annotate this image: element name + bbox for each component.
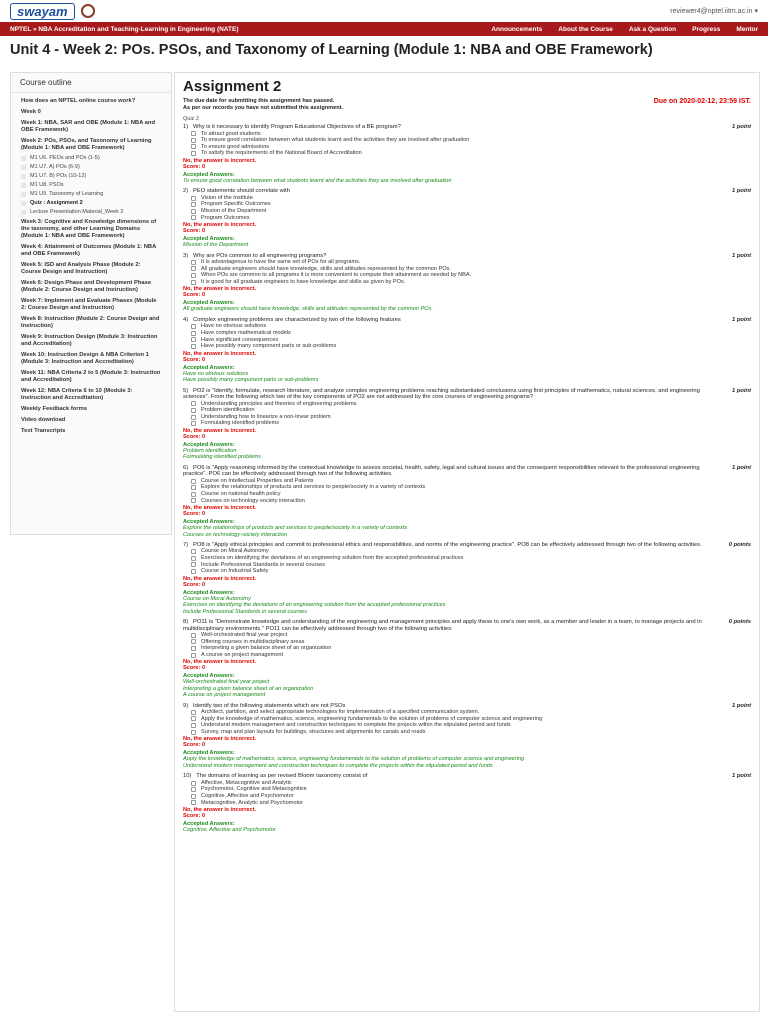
accepted-answer: Well-orchestrated final year project — [183, 679, 270, 686]
answer-option[interactable] — [183, 208, 751, 215]
option-checkbox[interactable] — [191, 653, 196, 658]
question-header — [183, 388, 751, 401]
nav-about-course[interactable]: About the Course — [558, 25, 613, 33]
answer-option[interactable] — [183, 478, 751, 485]
course-breadcrumb[interactable]: NPTEL » NBA Accreditation and Teaching-Learning in Engineering (NATE) — [10, 25, 239, 33]
option-checkbox[interactable] — [191, 710, 196, 715]
option-label: Have complex mathematical models — [201, 329, 291, 336]
option-label: When POs are common to all programs it is more convenient to compute their attainment as needed by NBA. — [201, 272, 472, 279]
option-label: Cognitive, Affective and Psychomotor — [201, 792, 294, 799]
question-prompt: Identify two of the following statements which are not PSOs — [193, 702, 346, 709]
option-checkbox[interactable] — [191, 202, 196, 207]
question-block — [183, 388, 751, 461]
question-points: 0 points — [728, 541, 751, 548]
incorrect-feedback: No, the answer is incorrect. — [183, 575, 257, 582]
accepted-answers-label: Accepted Answers: — [183, 364, 235, 371]
incorrect-feedback: No, the answer is incorrect. — [183, 350, 257, 357]
sidebar-item[interactable]: Text Transcripts — [21, 428, 66, 434]
answer-option[interactable] — [183, 729, 751, 736]
question-number: 9) — [183, 702, 189, 709]
question-number: 5) — [183, 387, 189, 394]
score-text: Score: 0 — [183, 433, 206, 440]
sidebar-item[interactable]: Week 0 — [21, 109, 41, 115]
score-text: Score: 0 — [183, 228, 206, 235]
option-label: Program Outcomes — [201, 214, 250, 221]
answer-option[interactable] — [183, 215, 751, 222]
score-text: Score: 0 — [183, 292, 206, 299]
option-checkbox[interactable] — [191, 401, 196, 406]
accepted-answer: Have no obvious solutions — [183, 370, 249, 377]
nav-ask-question[interactable]: Ask a Question — [628, 25, 677, 33]
option-checkbox[interactable] — [191, 421, 196, 426]
accepted-answer: Courses on technology-society interaction — [183, 531, 287, 538]
question-block — [183, 542, 751, 615]
option-checkbox[interactable] — [191, 131, 196, 136]
sidebar-item[interactable]: Week 2: POs, PSOs, and Taxonomy of Learning (Module 1: NBA and OBE Framework) — [21, 138, 152, 151]
accepted-answer: Cognitive, Affective and Psychomotor — [183, 827, 276, 834]
sidebar-item[interactable]: Week 9: Instruction Design (Module 3: Instruction and Accreditation) — [21, 334, 158, 347]
answer-option[interactable] — [183, 337, 751, 344]
option-label: Program Specific Outcomes — [201, 201, 271, 208]
sidebar-item[interactable]: Week 11: NBA Criteria 2 to 5 (Module 3: Instruction and Accreditation) — [21, 370, 161, 383]
option-checkbox[interactable] — [191, 794, 196, 799]
option-label: It is good for all graduate engineers to have knowledge and skills as given by POs. — [201, 278, 406, 285]
accepted-answer: To ensure good correlation between what students learnt and the activities they are involved after graduation — [183, 177, 452, 184]
answer-option[interactable] — [183, 800, 751, 807]
option-checkbox[interactable] — [191, 549, 196, 554]
score-text: Score: 0 — [183, 511, 206, 518]
answer-option[interactable] — [183, 786, 751, 793]
accepted-answers-label: Accepted Answers: — [183, 519, 235, 526]
option-label: Well-orchestrated final year project — [201, 632, 288, 638]
accepted-answers-label: Accepted Answers: — [183, 673, 235, 680]
answer-option[interactable] — [183, 722, 751, 729]
question-header — [183, 188, 751, 195]
question-points: 1 point — [732, 124, 751, 130]
score-text: Score: 0 — [183, 163, 206, 170]
option-checkbox[interactable] — [191, 646, 196, 651]
option-label: Mission of the Department — [201, 207, 267, 214]
answer-option[interactable] — [183, 555, 751, 562]
question-points: 1 point — [732, 464, 751, 471]
question-prompt: PEO statements should correlate with — [193, 188, 290, 195]
option-checkbox[interactable] — [191, 196, 196, 201]
answer-option[interactable] — [183, 562, 751, 569]
answer-option[interactable] — [183, 414, 751, 421]
option-checkbox[interactable] — [191, 337, 196, 342]
option-label: To attract good students — [201, 130, 261, 137]
score-text: Score: 0 — [183, 665, 206, 672]
accepted-answers-label: Accepted Answers: — [183, 821, 235, 828]
question-block — [183, 188, 751, 248]
accepted-answer: A course on project management — [183, 692, 266, 699]
sidebar-item[interactable]: Quiz : Assignment 2 — [11, 199, 171, 208]
answer-option[interactable] — [183, 639, 751, 646]
question-block — [183, 317, 751, 384]
course-outline-heading: Course outline — [11, 76, 171, 93]
course-outline-sidebar — [10, 72, 172, 535]
option-checkbox[interactable] — [191, 209, 196, 214]
page-title: Unit 4 - Week 2: POs. PSOs, and Taxonomy of Learning (Module 1: NBA and OBE Framework) — [10, 42, 653, 58]
option-label: Offering courses in multidisciplinary areas — [201, 638, 305, 645]
option-label: Formulating identified problems — [201, 420, 280, 427]
option-checkbox[interactable] — [191, 324, 196, 329]
option-checkbox[interactable] — [191, 781, 196, 786]
answer-option[interactable] — [183, 491, 751, 498]
accepted-answers-label: Accepted Answers: — [183, 236, 235, 243]
sidebar-item[interactable]: Week 8: Instruction (Module 2: Course Design and Instruction) — [21, 316, 160, 329]
incorrect-feedback: No, the answer is incorrect. — [183, 222, 257, 229]
incorrect-feedback: No, the answer is incorrect. — [183, 659, 257, 666]
sidebar-item[interactable]: M1 U6. PEOs and POs (1-5) — [11, 154, 171, 163]
answer-option[interactable] — [183, 793, 751, 800]
accepted-answers-label: Accepted Answers: — [183, 589, 235, 596]
question-number: 4) — [183, 316, 189, 323]
sidebar-item[interactable]: Week 5: ISD and Analysis Phase (Module 2: Course Design and Instruction) — [21, 262, 141, 275]
option-checkbox[interactable] — [191, 730, 196, 735]
option-checkbox[interactable] — [191, 266, 196, 271]
sidebar-item[interactable]: Week 4: Attainment of Outcomes (Module 1: NBA and OBE Framework) — [21, 244, 157, 257]
score-text: Score: 0 — [183, 813, 206, 820]
accepted-answer: Explore the relationships of products and services to people/society in a variety of contexts — [183, 525, 408, 532]
option-label: Interpreting a given balance sheet of an organization — [201, 645, 332, 652]
question-list — [183, 124, 751, 834]
sidebar-item[interactable]: M1 U9. Taxonomy of Learning — [11, 190, 171, 199]
nav-links — [491, 26, 758, 33]
option-checkbox[interactable] — [191, 280, 196, 285]
option-label: Affective, Metacognitive and Analytic — [201, 779, 292, 786]
question-points: 1 point — [732, 316, 751, 323]
question-number: 10) — [183, 773, 192, 780]
option-label: Have no obvious solutions — [201, 323, 267, 330]
answer-option[interactable] — [183, 266, 751, 273]
top-bar — [0, 0, 768, 22]
assignment-meta — [183, 98, 751, 114]
answer-option[interactable] — [183, 131, 751, 138]
option-label: Vision of the Institute — [201, 194, 253, 201]
answer-option[interactable] — [183, 401, 751, 408]
option-checkbox[interactable] — [191, 556, 196, 561]
question-number: 7) — [183, 541, 189, 548]
accepted-answer: Mission of the Department — [183, 242, 249, 249]
accepted-answers-label: Accepted Answers: — [183, 441, 235, 448]
incorrect-feedback: No, the answer is incorrect. — [183, 505, 257, 512]
option-checkbox[interactable] — [191, 408, 196, 413]
question-number: 3) — [183, 252, 189, 259]
question-block — [183, 124, 751, 184]
accepted-answers-label: Accepted Answers: — [183, 171, 235, 178]
accepted-answer: Interpreting a given balance sheet of an organization — [183, 685, 314, 692]
question-points: 1 point — [732, 252, 751, 259]
option-checkbox[interactable] — [191, 569, 196, 574]
incorrect-feedback: No, the answer is incorrect. — [183, 736, 257, 743]
question-points: 0 points — [728, 619, 751, 625]
option-checkbox[interactable] — [191, 787, 196, 792]
due-date: Due on 2020-02-12, 23:59 IST. — [653, 98, 751, 105]
score-text: Score: 0 — [183, 356, 206, 363]
option-checkbox[interactable] — [191, 331, 196, 336]
option-label: Course on Intellectual Properties and Patents — [201, 477, 314, 484]
swayam-logo[interactable]: swayam — [10, 3, 75, 20]
option-label: Course on Moral Autonomy — [201, 548, 269, 555]
option-label: Have significant consequences — [201, 336, 279, 343]
question-text — [183, 188, 732, 195]
answer-option[interactable] — [183, 709, 751, 716]
option-checkbox[interactable] — [191, 144, 196, 149]
option-label: Understand modern management and construction techniques to complete the projects within the stipulated period and funds — [201, 722, 511, 729]
option-checkbox[interactable] — [191, 716, 196, 721]
option-label: To ensure good admissions — [201, 143, 270, 150]
option-label: Exercises on identifying the deviations of an engineering solution from the accepted professional practices — [201, 555, 464, 561]
option-checkbox[interactable] — [191, 633, 196, 638]
question-header — [183, 465, 751, 478]
option-label: Understanding how to linearize a non-linear problem — [201, 413, 331, 420]
option-label: To satisfy the requirements of the National Board of Accreditation — [201, 150, 362, 157]
option-label: Course on national health policy — [201, 490, 281, 497]
option-checkbox[interactable] — [191, 273, 196, 278]
question-text — [183, 465, 732, 478]
option-checkbox[interactable] — [191, 260, 196, 265]
sidebar-item[interactable]: Week 1: NBA, SAR and OBE (Module 1: NBA and OBE Framework) — [21, 120, 155, 133]
user-email[interactable]: reviewer4@nptel.iitm.ac.in — [670, 7, 753, 15]
option-label: Problem identification — [201, 407, 255, 414]
option-checkbox[interactable] — [191, 215, 196, 220]
option-label: Architect, partition, and select appropriate technologies for implementation of a specified communication system. — [201, 709, 480, 716]
option-checkbox[interactable] — [191, 415, 196, 420]
score-text: Score: 0 — [183, 742, 206, 749]
option-checkbox[interactable] — [191, 562, 196, 567]
accepted-answer: Understand modern management and construction techniques to complete the projects within the stipulated period and funds — [183, 762, 493, 769]
sidebar-item[interactable]: Week 3: Cognitive and Knowledge dimensions of the taxonomy, and other Learning Domains (Module 1: NBA and OBE Framework) — [21, 219, 157, 239]
option-checkbox[interactable] — [191, 138, 196, 143]
question-number: 6) — [183, 464, 189, 471]
nav-progress[interactable]: Progress — [692, 25, 721, 33]
option-checkbox[interactable] — [191, 479, 196, 484]
accepted-answers-label: Accepted Answers: — [183, 750, 235, 757]
answer-option[interactable] — [183, 144, 751, 151]
question-number: 1) — [183, 124, 189, 130]
incorrect-feedback: No, the answer is incorrect. — [183, 427, 257, 434]
answer-option[interactable] — [183, 780, 751, 787]
option-label: Include Professional Standards in several courses — [201, 561, 326, 568]
question-block — [183, 253, 751, 313]
question-block — [183, 773, 751, 833]
question-text — [183, 388, 732, 401]
chevron-down-icon[interactable]: ▾ — [754, 8, 758, 15]
question-prompt: PO6 is "Apply reasoning informed by the contextual knowledge to assess societal, health, safety, legal and cultural issues and the consequent responsibilities relevant to the professional engineering practice". PO6 can be effectively addressed through two of the following activities. — [183, 464, 700, 478]
accepted-answer: Problem identification — [183, 447, 237, 454]
question-number: 2) — [183, 188, 189, 195]
answer-option[interactable] — [183, 343, 751, 350]
quiz-label: Quiz 2 — [183, 116, 199, 122]
sidebar-item[interactable]: Week 6: Design Phase and Development Phase (Module 2: Course Design and Instruction) — [21, 280, 152, 293]
question-text — [183, 619, 729, 632]
sidebar-item[interactable]: M1 U7. A) POs (6-9) — [11, 163, 171, 172]
score-text: Score: 0 — [183, 581, 206, 588]
answer-option[interactable] — [183, 652, 751, 659]
accepted-answers-label: Accepted Answers: — [183, 300, 235, 307]
accepted-answer: Have possibly many component parts or sub-problems — [183, 377, 319, 384]
option-label: Courses on technology-society interaction — [201, 497, 305, 504]
option-label: Metacognitive, Analytic and Psychomotor — [201, 799, 303, 806]
sidebar-item[interactable]: M1 U8. PSOs — [11, 181, 171, 190]
question-prompt: PO2 is "Identify, formulate, research literature, and analyze complex engineering problems reaching substantiated conclusions using first principles of mathematics, natural sciences, and engineering sciences". From the following which two of the key components of PO2 are not addressed by the core courses of engineering programs? — [183, 387, 700, 401]
option-label: Psychomotor, Cognitive and Metacognitive — [201, 786, 307, 793]
answer-option[interactable] — [183, 279, 751, 286]
sidebar-item[interactable]: Week 12: NBA Criteria 6 to 10 (Module 3: Instruction and Accreditation) — [21, 388, 133, 401]
answer-option[interactable] — [183, 645, 751, 652]
sidebar-item[interactable]: Lecture Presentation Material_Week 2 — [11, 208, 171, 217]
option-label: A course on project management — [201, 651, 284, 658]
option-checkbox[interactable] — [191, 492, 196, 497]
nav-announcements[interactable]: Announcements — [491, 25, 543, 33]
emblem-icon — [81, 4, 95, 18]
answer-option[interactable] — [183, 330, 751, 337]
due-passed-text: The due date for submitting this assignment has passed. — [183, 98, 335, 104]
option-checkbox[interactable] — [191, 723, 196, 728]
question-points: 1 point — [732, 387, 751, 394]
option-checkbox[interactable] — [191, 344, 196, 349]
answer-option[interactable] — [183, 272, 751, 279]
question-points: 1 point — [732, 188, 751, 195]
option-label: Course on Industrial Safety — [201, 568, 269, 575]
question-header — [183, 619, 751, 632]
question-text — [183, 124, 732, 131]
question-header — [183, 124, 751, 131]
incorrect-feedback: No, the answer is incorrect. — [183, 286, 257, 293]
answer-option[interactable] — [183, 323, 751, 330]
sidebar-item[interactable]: M1 U7. B) POs (10-12) — [11, 172, 171, 181]
assignment-title: Assignment 2 — [183, 78, 282, 95]
answer-option[interactable] — [183, 716, 751, 723]
option-label: All graduate engineers should have knowledge, skills and attitudes represented by the common POs. — [201, 265, 452, 272]
incorrect-feedback: No, the answer is incorrect. — [183, 807, 257, 814]
question-number: 8) — [183, 619, 189, 625]
question-block — [183, 619, 751, 699]
question-prompt: Why are POs common to all engineering programs? — [193, 252, 327, 259]
logo[interactable] — [10, 3, 95, 20]
question-points: 1 point — [732, 702, 751, 709]
course-outline-list — [11, 96, 171, 437]
option-label: Understanding principles and theories of engineering problems — [201, 400, 357, 407]
accepted-answer: Include Professional Standards in several courses — [183, 608, 308, 615]
question-block — [183, 465, 751, 538]
question-header — [183, 317, 751, 324]
answer-option[interactable] — [183, 632, 751, 639]
option-checkbox[interactable] — [191, 639, 196, 644]
answer-option[interactable] — [183, 195, 751, 202]
option-label: To ensure good correlation between what students learnt and the activities they are involved after graduation — [201, 137, 470, 144]
question-points: 1 point — [732, 773, 751, 780]
sidebar-item[interactable]: Week 10: Instruction Design & NBA Criterion 1 (Module 3: Instruction and Accreditation) — [21, 352, 149, 365]
sidebar-item[interactable]: How does an NPTEL online course work? — [21, 98, 136, 104]
sidebar-item[interactable]: Weekly Feedback forms — [21, 406, 87, 412]
option-label: Explore the relationships of products and services to people/society in a variety of contexts — [201, 484, 426, 491]
option-checkbox[interactable] — [191, 498, 196, 503]
question-prompt: The domains of learning as per revised Bloom taxonomy consist of — [196, 773, 368, 780]
answer-option[interactable] — [183, 201, 751, 208]
option-label: Survey, map and plan layouts for buildings, structures and alignments for canals and roads — [201, 728, 426, 735]
nav-mentor[interactable]: Mentor — [736, 25, 758, 33]
answer-option[interactable] — [183, 568, 751, 575]
course-navbar — [0, 22, 768, 36]
option-label: Have possibly many component parts or sub-problems — [201, 343, 337, 350]
accepted-answer: All graduate engineers should have knowledge, skills and attitudes represented by the common POs. — [183, 306, 434, 313]
answer-option[interactable] — [183, 420, 751, 427]
incorrect-feedback: No, the answer is incorrect. — [183, 157, 257, 164]
answer-option[interactable] — [183, 548, 751, 555]
answer-option[interactable] — [183, 137, 751, 144]
answer-option[interactable] — [183, 150, 751, 157]
accepted-answer: Course on Moral Autonomy — [183, 595, 251, 602]
question-prompt: Why is it necessary to identify Program Educational Objectives of a BE program? — [193, 124, 401, 130]
assignment-panel — [174, 72, 760, 1012]
accepted-answer: Exercises on identifying the deviations of an engineering solution from the accepted professional practices — [183, 602, 446, 609]
accepted-answer: Apply the knowledge of mathematics, science, engineering fundamentals to the solution of problems of computer science and engineering — [183, 756, 525, 763]
answer-option[interactable] — [183, 407, 751, 414]
answer-option[interactable] — [183, 259, 751, 266]
question-prompt: Complex engineering problems are characterized by two of the following features — [193, 316, 401, 323]
sidebar-item[interactable]: Week 7: Implement and Evaluate Phases (Module 2: Course Design and Instruction) — [21, 298, 157, 311]
option-checkbox[interactable] — [191, 800, 196, 805]
option-checkbox[interactable] — [191, 151, 196, 156]
question-prompt: PO8 is "Apply ethical principles and commit to professional ethics and responsibilities, and norms of the engineering practice". PO8 can be effectively addressed through two of the following activities. — [193, 541, 702, 548]
option-label: It is advantageous to have the same set of POs for all programs. — [201, 259, 361, 266]
question-block — [183, 703, 751, 770]
not-submitted-text: As per our records you have not submitted this assignment. — [183, 104, 344, 111]
user-menu[interactable] — [670, 7, 758, 15]
option-checkbox[interactable] — [191, 485, 196, 490]
accepted-answer: Formulating identified problems — [183, 454, 262, 461]
answer-option[interactable] — [183, 484, 751, 491]
sidebar-item[interactable]: Video download — [21, 417, 66, 423]
answer-option[interactable] — [183, 498, 751, 505]
question-prompt: PO11 is "Demonstrate knowledge and understanding of the engineering and management principles and apply these to one's own work, as a member and leader in a team, to manage projects and in multidisciplinary environments." PO11 can be effectively addressed through two of the following activities: — [183, 619, 702, 632]
option-label: Apply the knowledge of mathematics, science, engineering fundamentals to the solution of problems of computer science and engineering — [201, 715, 543, 722]
